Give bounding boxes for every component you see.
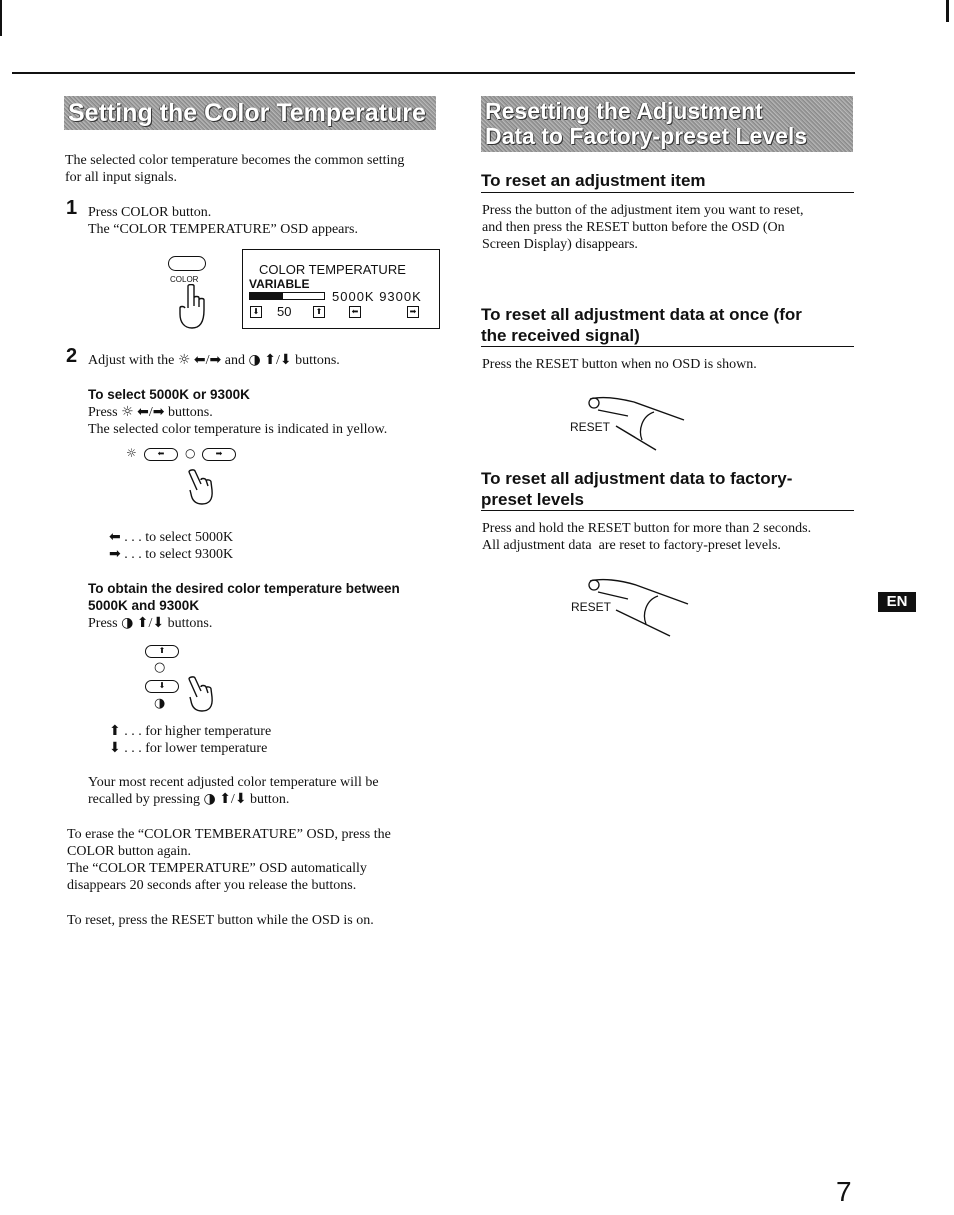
reset-label: RESET (571, 600, 612, 614)
page-edge-mark (0, 0, 2, 36)
slash-glyph: / (275, 353, 280, 368)
reset-factory-body (482, 520, 857, 554)
down-button-glyph: ⬇ (158, 681, 166, 690)
heading-line: To reset all adjustment data to factory- (481, 469, 793, 488)
up-desc-line (109, 723, 271, 740)
color-button-illustration (166, 256, 216, 336)
step2-text (88, 352, 448, 369)
reset-note: To reset, press the RESET button while the OSD is on. (67, 913, 374, 928)
reset-button-illustration (570, 572, 695, 640)
up-desc: . . . for higher temperature (124, 724, 272, 739)
osd-value: 50 (277, 304, 292, 319)
obtain-heading-line: 5000K and 9300K (88, 598, 200, 613)
recall-line (88, 791, 448, 808)
step1-text (88, 204, 438, 238)
left-button-glyph: ⬅ (157, 449, 165, 458)
down-arrow-icon: ⬇ (279, 352, 292, 368)
heading-line: the received signal) (481, 326, 640, 345)
reset-item-body (482, 202, 854, 253)
page-edge-mark (946, 0, 949, 22)
osd-level-fill (250, 293, 283, 299)
left-arrow-icon: ⬅ (193, 352, 206, 368)
banner-title: Setting the Color Temperature (68, 99, 426, 127)
left-desc: . . . to select 5000K (124, 530, 234, 545)
right-arrow-icon: ➡ (209, 352, 222, 368)
step1-line: Press COLOR button. (88, 205, 212, 220)
recall-text (88, 774, 448, 808)
erase-text (67, 826, 447, 894)
contrast-icon: ◑ (248, 352, 261, 368)
reset-button-illustration (568, 390, 693, 455)
contrast-icon: ◑ (121, 615, 134, 631)
slash-glyph: / (205, 353, 210, 368)
osd-title: COLOR TEMPERATURE (259, 262, 406, 277)
color-button-icon (168, 256, 206, 271)
buttons-word: buttons. (167, 405, 213, 420)
heading-reset-all-once (481, 304, 856, 346)
up-button-glyph: ⬆ (158, 646, 166, 655)
intro-line: for all input signals. (65, 170, 177, 185)
up-button-icon (145, 645, 179, 658)
up-arrow-icon: ⬆ (136, 615, 149, 631)
osd-right-glyph: ➡ (409, 307, 417, 316)
buttons-word: buttons. (167, 616, 213, 631)
body-line: Press the button of the adjustment item you want to reset, (482, 203, 804, 218)
ring-icon: ○ (154, 660, 166, 675)
osd-left-icon (349, 306, 361, 318)
right-button-icon (202, 448, 236, 461)
contrast-icon: ◑ (154, 696, 166, 711)
osd-variable-label: VARIABLE (249, 277, 310, 291)
color-button-label: COLOR (170, 275, 199, 284)
language-badge: EN (878, 592, 916, 612)
right-button-glyph: ➡ (215, 449, 223, 458)
brightness-icon: ☼ (126, 446, 137, 460)
left-button-icon (144, 448, 178, 461)
header-rule (12, 72, 855, 74)
reset-all-once-body: Press the RESET button when no OSD is shown. (482, 357, 757, 372)
down-arrow-icon: ⬇ (234, 791, 247, 807)
up-down-buttons-illustration (143, 645, 233, 713)
heading-rule (481, 346, 854, 347)
slash-glyph: / (148, 616, 153, 631)
obtain-heading-line: To obtain the desired color temperature between (88, 581, 400, 596)
up-arrow-icon: ⬆ (219, 791, 231, 807)
heading-reset-item: To reset an adjustment item (481, 171, 706, 190)
banner-title-line: Resetting the Adjustment (485, 98, 763, 124)
up-arrow-icon: ⬆ (109, 723, 121, 739)
down-desc-line (109, 740, 267, 757)
recall-text-a: recalled by pressing (88, 792, 200, 807)
select-buttons-illustration (126, 446, 256, 506)
left-desc-line (109, 529, 233, 546)
subheading-select: To select 5000K or 9300K (88, 387, 250, 402)
step2-text-c: buttons. (295, 353, 340, 368)
heading-line: preset levels (481, 490, 585, 509)
osd-level-bar (249, 292, 325, 300)
erase-line: disappears 20 seconds after you release the buttons. (67, 878, 357, 893)
osd-right-icon (407, 306, 419, 318)
ring-icon: ○ (185, 446, 196, 460)
osd-color-temperature (242, 249, 440, 329)
erase-line: COLOR button again. (67, 844, 192, 859)
section-banner-reset (481, 96, 853, 152)
page-number: 7 (836, 1176, 852, 1207)
subheading-obtain (88, 580, 448, 614)
body-line: Screen Display) disappears. (482, 237, 638, 252)
step-number: 1 (66, 197, 78, 219)
osd-minus-glyph: ⬇ (252, 307, 260, 316)
right-arrow-icon: ➡ (152, 404, 165, 420)
pointing-hand-icon (176, 284, 216, 332)
contrast-icon: ◑ (203, 791, 216, 807)
osd-plus-icon (313, 306, 325, 318)
down-arrow-icon: ⬇ (109, 740, 121, 756)
slash-glyph: / (148, 405, 153, 420)
body-line: and then press the RESET button before the OSD (On (482, 220, 785, 235)
brightness-icon: ☼ (121, 404, 134, 420)
recall-line: Your most recent adjusted color temperature will be (88, 775, 379, 790)
osd-minus-icon (250, 306, 262, 318)
slash-glyph: / (230, 792, 235, 807)
heading-rule (481, 510, 854, 511)
step-number: 2 (66, 345, 78, 367)
banner-title-line: Data to Factory-preset Levels (485, 123, 808, 149)
left-arrow-icon: ⬅ (137, 404, 149, 420)
select-note: The selected color temperature is indicated in yellow. (88, 422, 388, 437)
brightness-icon: ☼ (177, 352, 191, 368)
down-button-icon (145, 680, 179, 693)
osd-preset-options: 5000K 9300K (332, 289, 422, 304)
intro-text (65, 152, 445, 186)
erase-line: To erase the “COLOR TEMBERATURE” OSD, press the (67, 827, 391, 842)
right-desc-line (109, 546, 233, 563)
press-word: Press (88, 616, 118, 631)
recall-text-b: button. (250, 792, 290, 807)
reset-label: RESET (570, 420, 611, 434)
obtain-press-line (88, 615, 212, 632)
right-arrow-icon: ➡ (109, 546, 121, 562)
heading-rule (481, 192, 854, 193)
section-banner-color-temperature (64, 96, 436, 130)
heading-reset-factory (481, 468, 856, 510)
select-press-line (88, 404, 213, 421)
step2-text-a: Adjust with the (88, 353, 175, 368)
osd-plus-glyph: ⬆ (315, 307, 323, 316)
right-desc: . . . to select 9300K (124, 547, 234, 562)
down-desc: . . . for lower temperature (124, 741, 268, 756)
step2-text-b: and (224, 353, 245, 368)
body-line: All adjustment data are reset to factory-preset levels. (482, 538, 781, 553)
pointing-hand-icon (183, 468, 223, 508)
press-word: Press (88, 405, 118, 420)
left-arrow-icon: ⬅ (109, 529, 121, 545)
pointing-hand-icon (183, 675, 223, 713)
body-line: Press and hold the RESET button for more than 2 seconds. (482, 521, 812, 536)
osd-left-glyph: ⬅ (351, 307, 359, 316)
heading-line: To reset all adjustment data at once (for (481, 305, 802, 324)
up-arrow-icon: ⬆ (264, 352, 276, 368)
erase-line: The “COLOR TEMPERATURE” OSD automatically (67, 861, 367, 876)
down-arrow-icon: ⬇ (152, 615, 165, 631)
intro-line: The selected color temperature becomes the common setting (65, 153, 405, 168)
step1-line: The “COLOR TEMPERATURE” OSD appears. (88, 222, 358, 237)
